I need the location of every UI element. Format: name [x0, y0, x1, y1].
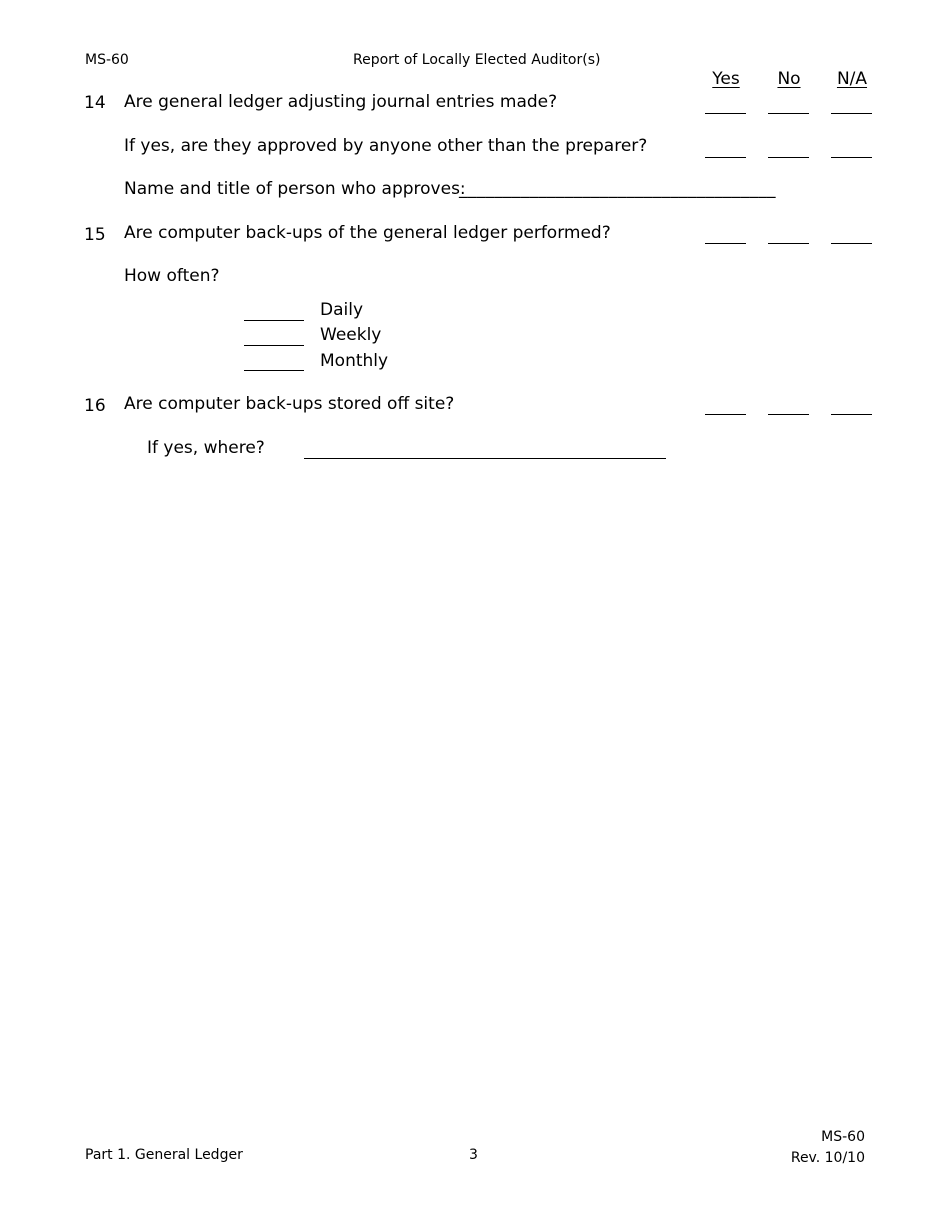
how-often-label: How often? — [124, 266, 220, 286]
question-14-followup: If yes, are they approved by anyone other than the preparer? — [124, 136, 648, 156]
column-na-heading: N/A — [836, 69, 868, 89]
q14-followup-na-blank[interactable] — [831, 157, 872, 158]
question-14-text: Are general ledger adjusting journal entries made? — [124, 92, 558, 112]
footer-page-number: 3 — [469, 1147, 478, 1163]
question-15-text: Are computer back-ups of the general ledger performed? — [124, 223, 611, 243]
footer-revision: Rev. 10/10 — [790, 1150, 865, 1166]
monthly-blank[interactable] — [244, 370, 304, 371]
weekly-blank[interactable] — [244, 345, 304, 346]
option-weekly: Weekly — [320, 325, 382, 345]
q15-no-blank[interactable] — [768, 243, 809, 244]
q14-yes-blank[interactable] — [705, 113, 746, 114]
header-form-id: MS-60 — [85, 52, 129, 68]
question-15-number: 15 — [84, 225, 106, 245]
footer-section: Part 1. General Ledger — [85, 1147, 243, 1163]
column-no-heading: No — [777, 69, 801, 89]
q16-na-blank[interactable] — [831, 414, 872, 415]
q14-followup-no-blank[interactable] — [768, 157, 809, 158]
column-yes-heading: Yes — [712, 69, 740, 89]
q16-yes-blank[interactable] — [705, 414, 746, 415]
daily-blank[interactable] — [244, 320, 304, 321]
q16-no-blank[interactable] — [768, 414, 809, 415]
header-title: Report of Locally Elected Auditor(s) — [353, 52, 601, 68]
q15-yes-blank[interactable] — [705, 243, 746, 244]
q15-na-blank[interactable] — [831, 243, 872, 244]
question-16-number: 16 — [84, 396, 106, 416]
where-label: If yes, where? — [147, 438, 265, 458]
approver-label: Name and title of person who approves: — [124, 179, 466, 199]
q14-na-blank[interactable] — [831, 113, 872, 114]
footer-form-id: MS-60 — [821, 1129, 865, 1145]
q14-followup-yes-blank[interactable] — [705, 157, 746, 158]
approver-blank[interactable]: ____________________________________ — [459, 179, 776, 199]
option-monthly: Monthly — [320, 351, 389, 371]
question-14-number: 14 — [84, 93, 106, 113]
question-16-text: Are computer back-ups stored off site? — [124, 394, 455, 414]
q14-no-blank[interactable] — [768, 113, 809, 114]
where-blank[interactable] — [304, 458, 666, 459]
option-daily: Daily — [320, 300, 364, 320]
